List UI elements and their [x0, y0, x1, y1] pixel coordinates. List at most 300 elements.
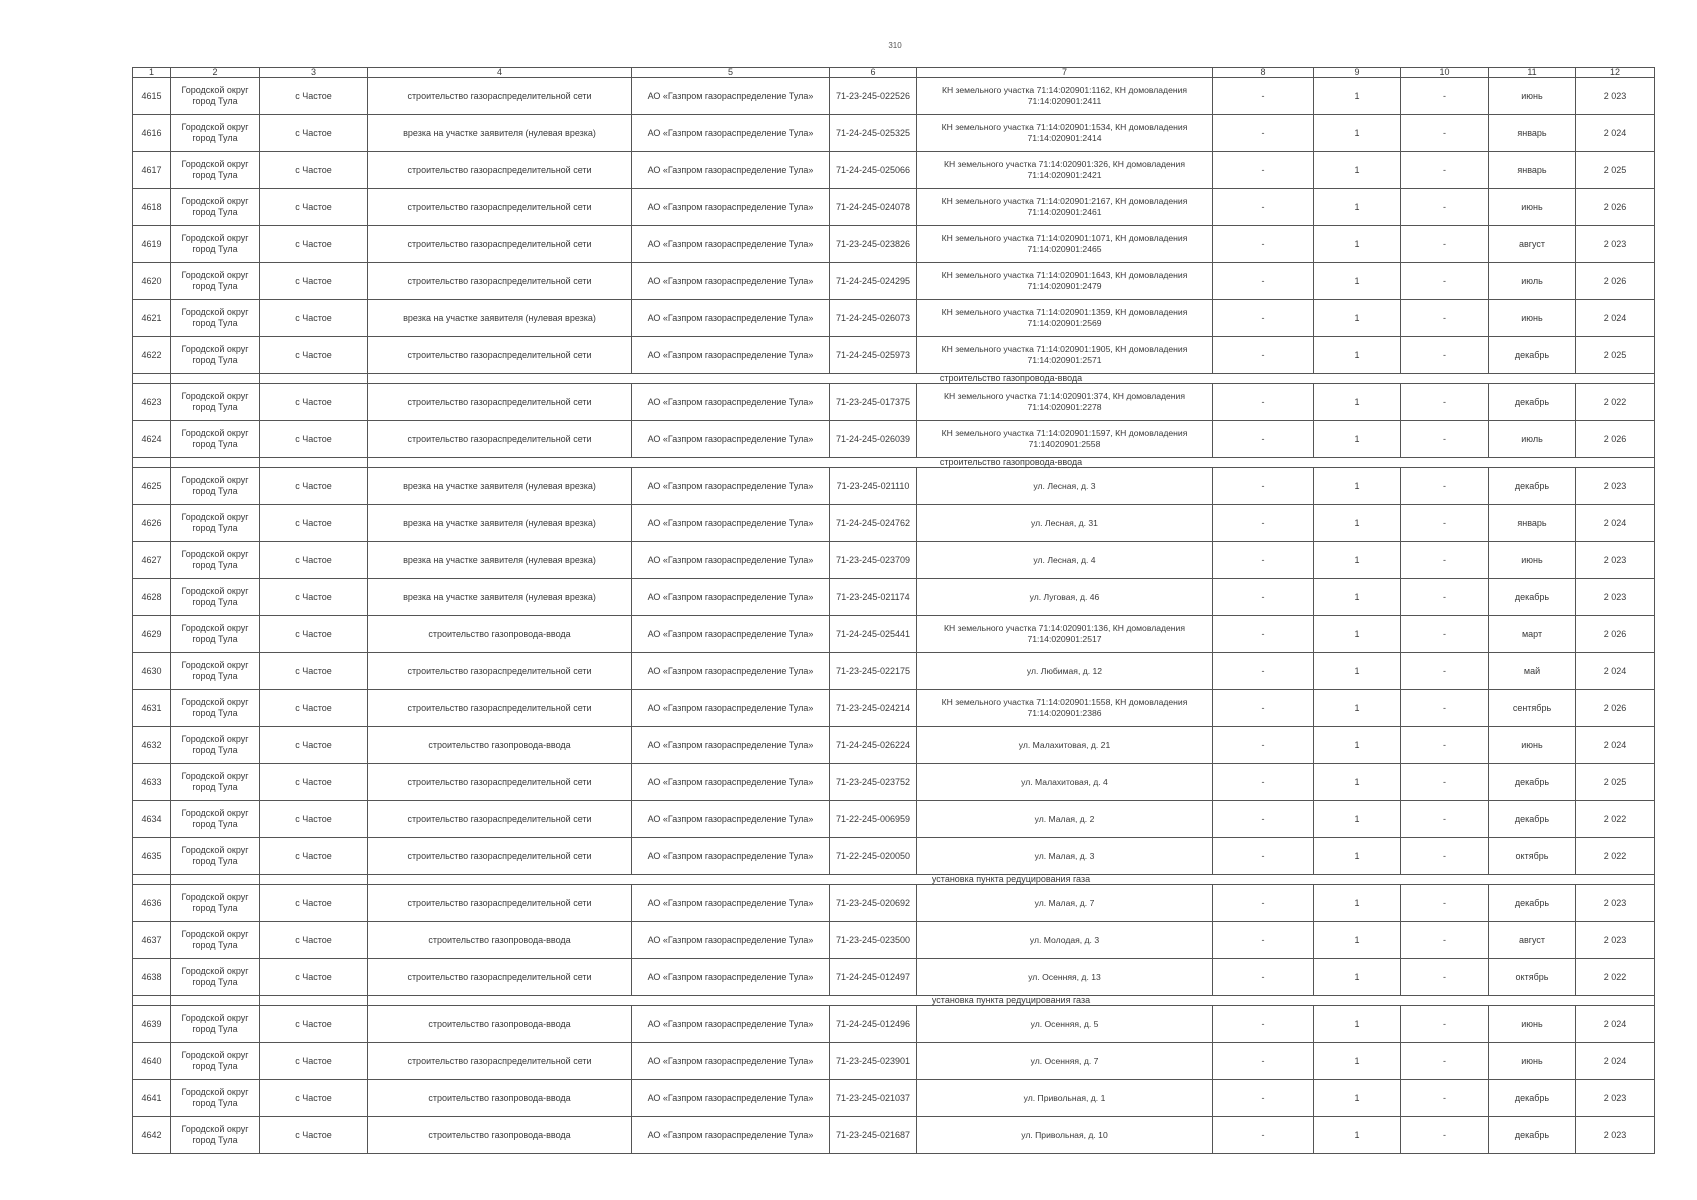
col10-cell: - — [1401, 653, 1489, 690]
address-cell: ул. Осенняя, д. 13 — [917, 959, 1213, 996]
address-cell: ул. Малая, д. 3 — [917, 838, 1213, 875]
organization-cell: АО «Газпром газораспределение Тула» — [632, 542, 830, 579]
col10-cell: - — [1401, 226, 1489, 263]
column-number: 6 — [830, 68, 917, 78]
col8-cell: - — [1213, 1117, 1314, 1154]
quantity-cell: 1 — [1314, 653, 1401, 690]
month-cell: декабрь — [1489, 1080, 1576, 1117]
month-cell: июнь — [1489, 300, 1576, 337]
application-number-cell: 71-23-245-021037 — [830, 1080, 917, 1117]
column-number: 4 — [368, 68, 632, 78]
subtitle-cell: строительство газопровода-ввода — [368, 458, 1655, 468]
table-row — [133, 226, 1655, 263]
table-row — [133, 421, 1655, 458]
municipality-cell: Городской округ город Тула — [171, 959, 260, 996]
application-number-cell: 71-24-245-025441 — [830, 616, 917, 653]
year-cell: 2 024 — [1576, 653, 1655, 690]
organization-cell: АО «Газпром газораспределение Тула» — [632, 189, 830, 226]
municipality-cell: Городской округ город Тула — [171, 263, 260, 300]
municipality-cell: Городской округ город Тула — [171, 1043, 260, 1080]
col8-cell: - — [1213, 885, 1314, 922]
organization-cell: АО «Газпром газораспределение Тула» — [632, 690, 830, 727]
empty-cell — [260, 996, 368, 1006]
row-number-cell: 4629 — [133, 616, 171, 653]
row-number-cell: 4617 — [133, 152, 171, 189]
address-cell: ул. Лесная, д. 31 — [917, 505, 1213, 542]
col10-cell: - — [1401, 421, 1489, 458]
application-number-cell: 71-24-245-026224 — [830, 727, 917, 764]
quantity-cell: 1 — [1314, 421, 1401, 458]
col8-cell: - — [1213, 1043, 1314, 1080]
row-number-cell: 4639 — [133, 1006, 171, 1043]
application-number-cell: 71-23-245-021174 — [830, 579, 917, 616]
col10-cell: - — [1401, 838, 1489, 875]
year-cell: 2 026 — [1576, 189, 1655, 226]
subtitle-cell: установка пункта редуцирования газа — [368, 996, 1655, 1006]
work-type-cell: строительство газораспределительной сети — [368, 764, 632, 801]
municipality-cell: Городской округ город Тула — [171, 542, 260, 579]
empty-cell — [260, 875, 368, 885]
quantity-cell: 1 — [1314, 189, 1401, 226]
month-cell: март — [1489, 616, 1576, 653]
municipality-cell: Городской округ город Тула — [171, 226, 260, 263]
row-number-cell: 4637 — [133, 922, 171, 959]
year-cell: 2 024 — [1576, 505, 1655, 542]
work-type-cell: строительство газораспределительной сети — [368, 653, 632, 690]
row-number-cell: 4616 — [133, 115, 171, 152]
col8-cell: - — [1213, 764, 1314, 801]
application-number-cell: 71-24-245-024295 — [830, 263, 917, 300]
row-number-cell: 4625 — [133, 468, 171, 505]
year-cell: 2 023 — [1576, 78, 1655, 115]
col8-cell: - — [1213, 300, 1314, 337]
settlement-cell: с Частое — [260, 801, 368, 838]
address-cell: КН земельного участка 71:14:020901:1597, КН домовладения 71:14020901:2558 — [917, 421, 1213, 458]
work-type-cell: строительство газораспределительной сети — [368, 959, 632, 996]
row-number-cell: 4624 — [133, 421, 171, 458]
year-cell: 2 026 — [1576, 616, 1655, 653]
row-number-cell: 4628 — [133, 579, 171, 616]
year-cell: 2 026 — [1576, 421, 1655, 458]
address-cell: ул. Молодая, д. 3 — [917, 922, 1213, 959]
year-cell: 2 022 — [1576, 801, 1655, 838]
address-cell: КН земельного участка 71:14:020901:1162, КН домовладения 71:14:020901:2411 — [917, 78, 1213, 115]
table-row — [133, 838, 1655, 875]
municipality-cell: Городской округ город Тула — [171, 653, 260, 690]
year-cell: 2 023 — [1576, 468, 1655, 505]
work-type-cell: строительство газопровода-ввода — [368, 727, 632, 764]
quantity-cell: 1 — [1314, 922, 1401, 959]
work-type-cell: врезка на участке заявителя (нулевая врезка) — [368, 579, 632, 616]
empty-cell — [171, 458, 260, 468]
col8-cell: - — [1213, 838, 1314, 875]
quantity-cell: 1 — [1314, 78, 1401, 115]
application-number-cell: 71-23-245-023752 — [830, 764, 917, 801]
month-cell: декабрь — [1489, 579, 1576, 616]
year-cell: 2 023 — [1576, 226, 1655, 263]
subtitle-row — [133, 996, 1655, 1006]
address-cell: ул. Лесная, д. 3 — [917, 468, 1213, 505]
quantity-cell: 1 — [1314, 1080, 1401, 1117]
application-number-cell: 71-23-245-017375 — [830, 384, 917, 421]
organization-cell: АО «Газпром газораспределение Тула» — [632, 959, 830, 996]
table-row — [133, 115, 1655, 152]
settlement-cell: с Частое — [260, 384, 368, 421]
row-number-cell: 4622 — [133, 337, 171, 374]
settlement-cell: с Частое — [260, 300, 368, 337]
col8-cell: - — [1213, 653, 1314, 690]
table-row — [133, 764, 1655, 801]
address-cell: ул. Осенняя, д. 5 — [917, 1006, 1213, 1043]
settlement-cell: с Частое — [260, 505, 368, 542]
address-cell: ул. Малахитовая, д. 4 — [917, 764, 1213, 801]
settlement-cell: с Частое — [260, 542, 368, 579]
column-number: 8 — [1213, 68, 1314, 78]
organization-cell: АО «Газпром газораспределение Тула» — [632, 1043, 830, 1080]
work-type-cell: врезка на участке заявителя (нулевая врезка) — [368, 468, 632, 505]
quantity-cell: 1 — [1314, 616, 1401, 653]
month-cell: июнь — [1489, 727, 1576, 764]
application-number-cell: 71-23-245-022175 — [830, 653, 917, 690]
quantity-cell: 1 — [1314, 152, 1401, 189]
year-cell: 2 023 — [1576, 542, 1655, 579]
address-cell: ул. Малая, д. 2 — [917, 801, 1213, 838]
year-cell: 2 023 — [1576, 922, 1655, 959]
col10-cell: - — [1401, 616, 1489, 653]
settlement-cell: с Частое — [260, 78, 368, 115]
col10-cell: - — [1401, 542, 1489, 579]
municipality-cell: Городской округ город Тула — [171, 337, 260, 374]
organization-cell: АО «Газпром газораспределение Тула» — [632, 78, 830, 115]
settlement-cell: с Частое — [260, 764, 368, 801]
work-type-cell: строительство газораспределительной сети — [368, 690, 632, 727]
organization-cell: АО «Газпром газораспределение Тула» — [632, 885, 830, 922]
column-number: 9 — [1314, 68, 1401, 78]
application-number-cell: 71-24-245-024762 — [830, 505, 917, 542]
work-type-cell: врезка на участке заявителя (нулевая врезка) — [368, 300, 632, 337]
table-row — [133, 300, 1655, 337]
month-cell: декабрь — [1489, 764, 1576, 801]
organization-cell: АО «Газпром газораспределение Тула» — [632, 616, 830, 653]
organization-cell: АО «Газпром газораспределение Тула» — [632, 838, 830, 875]
settlement-cell: с Частое — [260, 690, 368, 727]
work-type-cell: строительство газопровода-ввода — [368, 1006, 632, 1043]
address-cell: ул. Лесная, д. 4 — [917, 542, 1213, 579]
row-number-cell: 4630 — [133, 653, 171, 690]
settlement-cell: с Частое — [260, 1117, 368, 1154]
row-number-cell: 4635 — [133, 838, 171, 875]
application-number-cell: 71-23-245-020692 — [830, 885, 917, 922]
month-cell: декабрь — [1489, 384, 1576, 421]
row-number-cell: 4640 — [133, 1043, 171, 1080]
organization-cell: АО «Газпром газораспределение Тула» — [632, 300, 830, 337]
year-cell: 2 025 — [1576, 152, 1655, 189]
quantity-cell: 1 — [1314, 115, 1401, 152]
settlement-cell: с Частое — [260, 727, 368, 764]
settlement-cell: с Частое — [260, 653, 368, 690]
work-type-cell: строительство газораспределительной сети — [368, 189, 632, 226]
month-cell: август — [1489, 922, 1576, 959]
col10-cell: - — [1401, 801, 1489, 838]
address-cell: КН земельного участка 71:14:020901:1359, КН домовладения 71:14:020901:2569 — [917, 300, 1213, 337]
row-number-cell: 4638 — [133, 959, 171, 996]
year-cell: 2 023 — [1576, 1080, 1655, 1117]
subtitle-cell: строительство газопровода-ввода — [368, 374, 1655, 384]
address-cell: ул. Луговая, д. 46 — [917, 579, 1213, 616]
col10-cell: - — [1401, 468, 1489, 505]
month-cell: июнь — [1489, 542, 1576, 579]
table-row — [133, 384, 1655, 421]
year-cell: 2 023 — [1576, 885, 1655, 922]
year-cell: 2 022 — [1576, 838, 1655, 875]
col10-cell: - — [1401, 579, 1489, 616]
col8-cell: - — [1213, 579, 1314, 616]
quantity-cell: 1 — [1314, 505, 1401, 542]
year-cell: 2 024 — [1576, 1043, 1655, 1080]
address-cell: КН земельного участка 71:14:020901:1534, КН домовладения 71:14:020901:2414 — [917, 115, 1213, 152]
empty-cell — [133, 996, 171, 1006]
col10-cell: - — [1401, 1080, 1489, 1117]
settlement-cell: с Частое — [260, 468, 368, 505]
year-cell: 2 026 — [1576, 263, 1655, 300]
address-cell: КН земельного участка 71:14:020901:374, КН домовладения 71:14:020901:2278 — [917, 384, 1213, 421]
col8-cell: - — [1213, 78, 1314, 115]
work-type-cell: строительство газораспределительной сети — [368, 152, 632, 189]
settlement-cell: с Частое — [260, 922, 368, 959]
table-row — [133, 1006, 1655, 1043]
empty-cell — [133, 374, 171, 384]
month-cell: январь — [1489, 505, 1576, 542]
month-cell: январь — [1489, 152, 1576, 189]
table-row — [133, 885, 1655, 922]
table-row — [133, 579, 1655, 616]
municipality-cell: Городской округ город Тула — [171, 727, 260, 764]
municipality-cell: Городской округ город Тула — [171, 579, 260, 616]
municipality-cell: Городской округ город Тула — [171, 152, 260, 189]
address-cell: ул. Малахитовая, д. 21 — [917, 727, 1213, 764]
row-number-cell: 4642 — [133, 1117, 171, 1154]
row-number-cell: 4626 — [133, 505, 171, 542]
col10-cell: - — [1401, 78, 1489, 115]
application-number-cell: 71-23-245-022526 — [830, 78, 917, 115]
col10-cell: - — [1401, 922, 1489, 959]
col8-cell: - — [1213, 690, 1314, 727]
application-number-cell: 71-24-245-025325 — [830, 115, 917, 152]
col8-cell: - — [1213, 115, 1314, 152]
work-type-cell: строительство газораспределительной сети — [368, 226, 632, 263]
work-type-cell: строительство газораспределительной сети — [368, 885, 632, 922]
work-type-cell: строительство газопровода-ввода — [368, 616, 632, 653]
settlement-cell: с Частое — [260, 1080, 368, 1117]
col10-cell: - — [1401, 1117, 1489, 1154]
month-cell: декабрь — [1489, 885, 1576, 922]
col8-cell: - — [1213, 152, 1314, 189]
work-type-cell: строительство газораспределительной сети — [368, 337, 632, 374]
work-type-cell: строительство газораспределительной сети — [368, 1043, 632, 1080]
row-number-cell: 4618 — [133, 189, 171, 226]
address-cell: КН земельного участка 71:14:020901:1558, КН домовладения 71:14:020901:2386 — [917, 690, 1213, 727]
row-number-cell: 4621 — [133, 300, 171, 337]
row-number-cell: 4634 — [133, 801, 171, 838]
page-number: 310 — [888, 41, 902, 50]
quantity-cell: 1 — [1314, 542, 1401, 579]
settlement-cell: с Частое — [260, 579, 368, 616]
address-cell: ул. Малая, д. 7 — [917, 885, 1213, 922]
month-cell: октябрь — [1489, 959, 1576, 996]
col8-cell: - — [1213, 189, 1314, 226]
application-number-cell: 71-23-245-021687 — [830, 1117, 917, 1154]
year-cell: 2 022 — [1576, 959, 1655, 996]
application-number-cell: 71-23-245-023709 — [830, 542, 917, 579]
address-cell: КН земельного участка 71:14:020901:1071, КН домовладения 71:14:020901:2465 — [917, 226, 1213, 263]
row-number-cell: 4632 — [133, 727, 171, 764]
municipality-cell: Городской округ город Тула — [171, 468, 260, 505]
table-row — [133, 653, 1655, 690]
quantity-cell: 1 — [1314, 300, 1401, 337]
organization-cell: АО «Газпром газораспределение Тула» — [632, 579, 830, 616]
municipality-cell: Городской округ город Тула — [171, 801, 260, 838]
work-type-cell: строительство газораспределительной сети — [368, 421, 632, 458]
empty-cell — [171, 875, 260, 885]
address-cell: КН земельного участка 71:14:020901:1905, КН домовладения 71:14:020901:2571 — [917, 337, 1213, 374]
col8-cell: - — [1213, 384, 1314, 421]
application-number-cell: 71-24-245-025973 — [830, 337, 917, 374]
month-cell: июль — [1489, 421, 1576, 458]
organization-cell: АО «Газпром газораспределение Тула» — [632, 727, 830, 764]
application-number-cell: 71-23-245-024214 — [830, 690, 917, 727]
column-number: 1 — [133, 68, 171, 78]
organization-cell: АО «Газпром газораспределение Тула» — [632, 1117, 830, 1154]
quantity-cell: 1 — [1314, 801, 1401, 838]
col10-cell: - — [1401, 1043, 1489, 1080]
month-cell: декабрь — [1489, 337, 1576, 374]
col10-cell: - — [1401, 189, 1489, 226]
quantity-cell: 1 — [1314, 1043, 1401, 1080]
table-row — [133, 189, 1655, 226]
municipality-cell: Городской округ город Тула — [171, 1117, 260, 1154]
municipality-cell: Городской округ город Тула — [171, 922, 260, 959]
subtitle-row — [133, 875, 1655, 885]
quantity-cell: 1 — [1314, 337, 1401, 374]
municipality-cell: Городской округ город Тула — [171, 1006, 260, 1043]
quantity-cell: 1 — [1314, 727, 1401, 764]
municipality-cell: Городской округ город Тула — [171, 616, 260, 653]
table-row — [133, 337, 1655, 374]
col10-cell: - — [1401, 764, 1489, 801]
organization-cell: АО «Газпром газораспределение Тула» — [632, 384, 830, 421]
table-row — [133, 1080, 1655, 1117]
empty-cell — [260, 458, 368, 468]
year-cell: 2 026 — [1576, 690, 1655, 727]
col8-cell: - — [1213, 616, 1314, 653]
subtitle-row — [133, 458, 1655, 468]
row-number-cell: 4623 — [133, 384, 171, 421]
address-cell: ул. Привольная, д. 10 — [917, 1117, 1213, 1154]
col8-cell: - — [1213, 959, 1314, 996]
row-number-cell: 4615 — [133, 78, 171, 115]
column-number-row — [133, 68, 1655, 78]
organization-cell: АО «Газпром газораспределение Тула» — [632, 468, 830, 505]
settlement-cell: с Частое — [260, 838, 368, 875]
col8-cell: - — [1213, 226, 1314, 263]
table-body — [133, 68, 1655, 1154]
table-row — [133, 690, 1655, 727]
organization-cell: АО «Газпром газораспределение Тула» — [632, 505, 830, 542]
quantity-cell: 1 — [1314, 468, 1401, 505]
col10-cell: - — [1401, 505, 1489, 542]
work-type-cell: строительство газораспределительной сети — [368, 78, 632, 115]
settlement-cell: с Частое — [260, 152, 368, 189]
col8-cell: - — [1213, 801, 1314, 838]
col10-cell: - — [1401, 1006, 1489, 1043]
quantity-cell: 1 — [1314, 1117, 1401, 1154]
empty-cell — [133, 458, 171, 468]
organization-cell: АО «Газпром газораспределение Тула» — [632, 226, 830, 263]
register-table — [132, 67, 1655, 1154]
col10-cell: - — [1401, 115, 1489, 152]
settlement-cell: с Частое — [260, 421, 368, 458]
table-row — [133, 616, 1655, 653]
row-number-cell: 4631 — [133, 690, 171, 727]
application-number-cell: 71-23-245-023500 — [830, 922, 917, 959]
quantity-cell: 1 — [1314, 263, 1401, 300]
col8-cell: - — [1213, 1080, 1314, 1117]
application-number-cell: 71-24-245-026039 — [830, 421, 917, 458]
settlement-cell: с Частое — [260, 226, 368, 263]
col10-cell: - — [1401, 885, 1489, 922]
municipality-cell: Городской округ город Тула — [171, 78, 260, 115]
address-cell: КН земельного участка 71:14:020901:326, КН домовладения 71:14:020901:2421 — [917, 152, 1213, 189]
address-cell: ул. Любимая, д. 12 — [917, 653, 1213, 690]
month-cell: июнь — [1489, 1006, 1576, 1043]
quantity-cell: 1 — [1314, 690, 1401, 727]
subtitle-row — [133, 374, 1655, 384]
col10-cell: - — [1401, 384, 1489, 421]
application-number-cell: 71-24-245-026073 — [830, 300, 917, 337]
table-row — [133, 959, 1655, 996]
application-number-cell: 71-24-245-024078 — [830, 189, 917, 226]
col10-cell: - — [1401, 690, 1489, 727]
table-row — [133, 922, 1655, 959]
row-number-cell: 4619 — [133, 226, 171, 263]
year-cell: 2 023 — [1576, 579, 1655, 616]
municipality-cell: Городской округ город Тула — [171, 115, 260, 152]
month-cell: декабрь — [1489, 801, 1576, 838]
month-cell: декабрь — [1489, 468, 1576, 505]
row-number-cell: 4627 — [133, 542, 171, 579]
organization-cell: АО «Газпром газораспределение Тула» — [632, 152, 830, 189]
municipality-cell: Городской округ город Тула — [171, 838, 260, 875]
work-type-cell: врезка на участке заявителя (нулевая врезка) — [368, 542, 632, 579]
work-type-cell: строительство газопровода-ввода — [368, 922, 632, 959]
month-cell: январь — [1489, 115, 1576, 152]
table-row — [133, 542, 1655, 579]
col10-cell: - — [1401, 337, 1489, 374]
col10-cell: - — [1401, 300, 1489, 337]
address-cell: КН земельного участка 71:14:020901:136, КН домовладения 71:14:020901:2517 — [917, 616, 1213, 653]
municipality-cell: Городской округ город Тула — [171, 690, 260, 727]
municipality-cell: Городской округ город Тула — [171, 1080, 260, 1117]
organization-cell: АО «Газпром газораспределение Тула» — [632, 764, 830, 801]
year-cell: 2 024 — [1576, 300, 1655, 337]
quantity-cell: 1 — [1314, 384, 1401, 421]
quantity-cell: 1 — [1314, 885, 1401, 922]
table-row — [133, 505, 1655, 542]
column-number: 2 — [171, 68, 260, 78]
col8-cell: - — [1213, 922, 1314, 959]
quantity-cell: 1 — [1314, 1006, 1401, 1043]
month-cell: июнь — [1489, 189, 1576, 226]
